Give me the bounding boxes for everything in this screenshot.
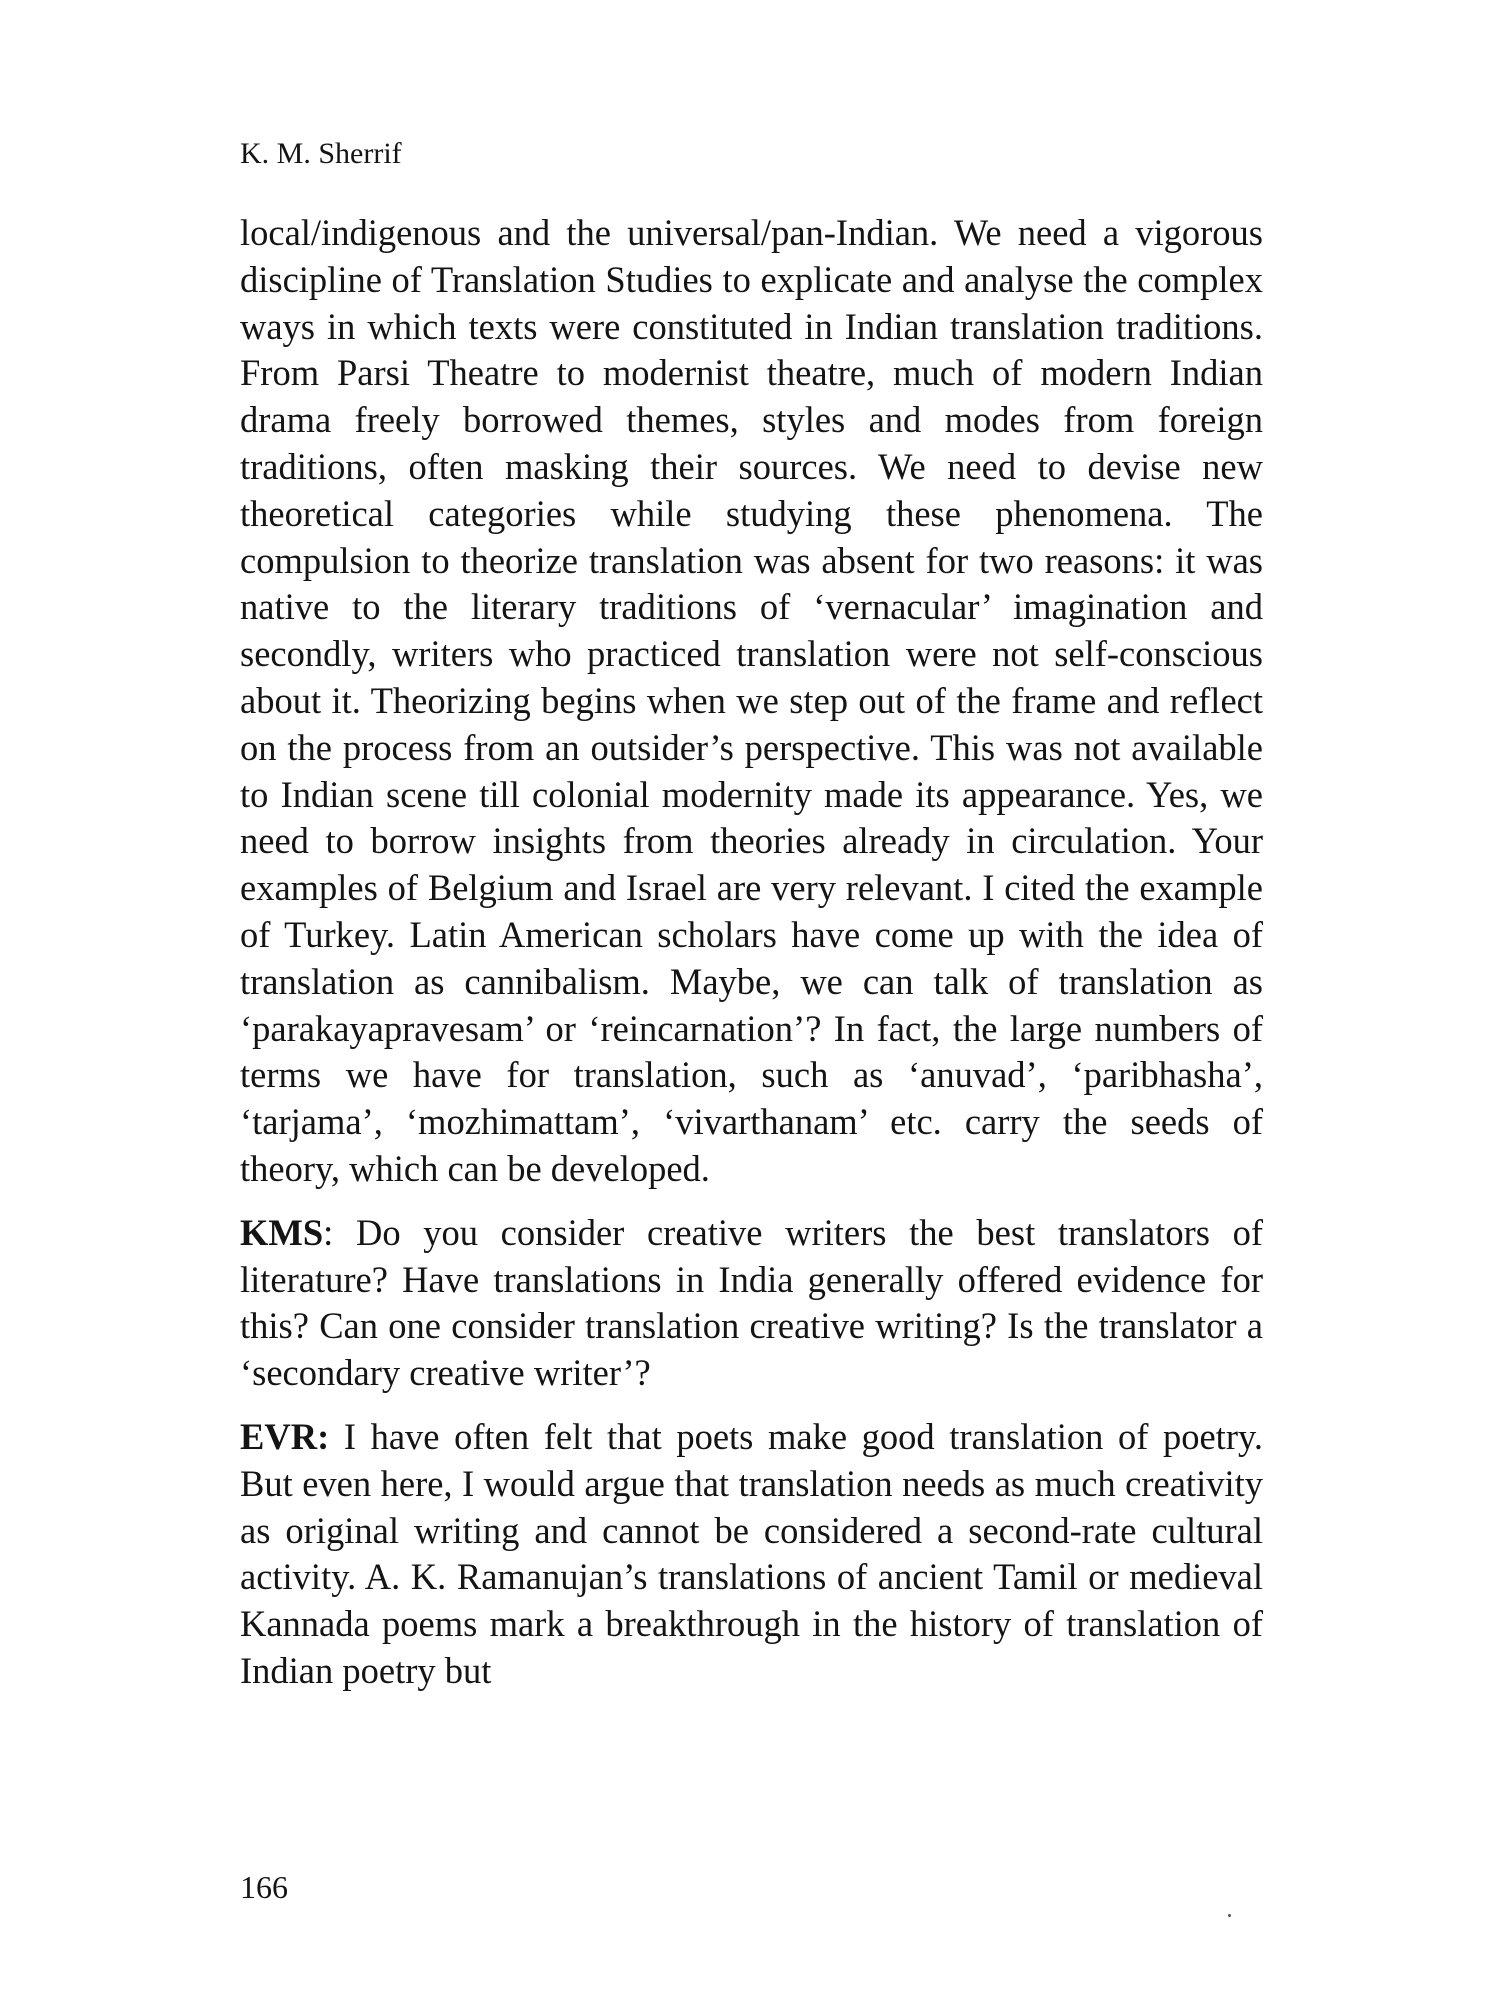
body-text <box>240 210 1263 1695</box>
paragraph-2-text: : Do you consider creative writers the best translators of literature? Have translations in India generally offered evidence for this? Can one consider translation creative writing? Is the translator a ‘secondary creative writer’? <box>240 1211 1263 1394</box>
paragraph-1-text: local/indigenous and the universal/pan-Indian. We need a vigorous discipline of Translation Studies to explicate and analyse the complex ways in which texts were constituted in Indian translation traditions. From Parsi Theatre to modernist theatre, much of modern Indian drama freely borrowed themes, styles and modes from foreign traditions, often masking their sources. We need to devise new theoretical categories while studying these phenomena. The compulsion to theorize translation was absent for two reasons: it was native to the literary traditions of ‘vernacular’ imagination and secondly, writers who practiced translation were not self-conscious about it. Theorizing begins when we step out of the frame and reflect on the process from an outsider’s perspective. This was not available to Indian scene till colonial modernity made its appearance. Yes, we need to borrow insights from theories already in circulation. Your examples of Belgium and Israel are very relevant. I cited the example of Turkey. Latin American scholars have come up with the idea of translation as cannibalism. Maybe, we can talk of translation as ‘parakayapravesam’ or ‘reincarnation’? In fact, the large numbers of terms we have for translation, such as ‘anuvad’, ‘paribhasha’, ‘tarjama’, ‘mozhimattam’, ‘vivarthanam’ etc. carry the seeds of theory, which can be developed. <box>240 212 1263 1189</box>
paragraph-1 <box>240 210 1263 1193</box>
paragraph-3-text: I have often felt that poets make good translation of poetry. But even here, I would argue that translation needs as much creativity as original writing and cannot be considered a second-rate cultural activity. A. K. Ramanujan’s translations of ancient Tamil or medieval Kannada poems mark a breakthrough in the history of translation of Indian poetry but <box>240 1415 1263 1691</box>
speaker-label-evr: EVR: <box>240 1415 330 1457</box>
scan-speck <box>1228 1914 1231 1917</box>
running-head-author: K. M. Sherrif <box>240 137 402 170</box>
page-number: 166 <box>240 1869 288 1905</box>
speaker-label-kms: KMS <box>240 1211 324 1253</box>
paragraph-2-kms-question <box>240 1210 1263 1397</box>
paragraph-3-evr-answer <box>240 1414 1263 1695</box>
